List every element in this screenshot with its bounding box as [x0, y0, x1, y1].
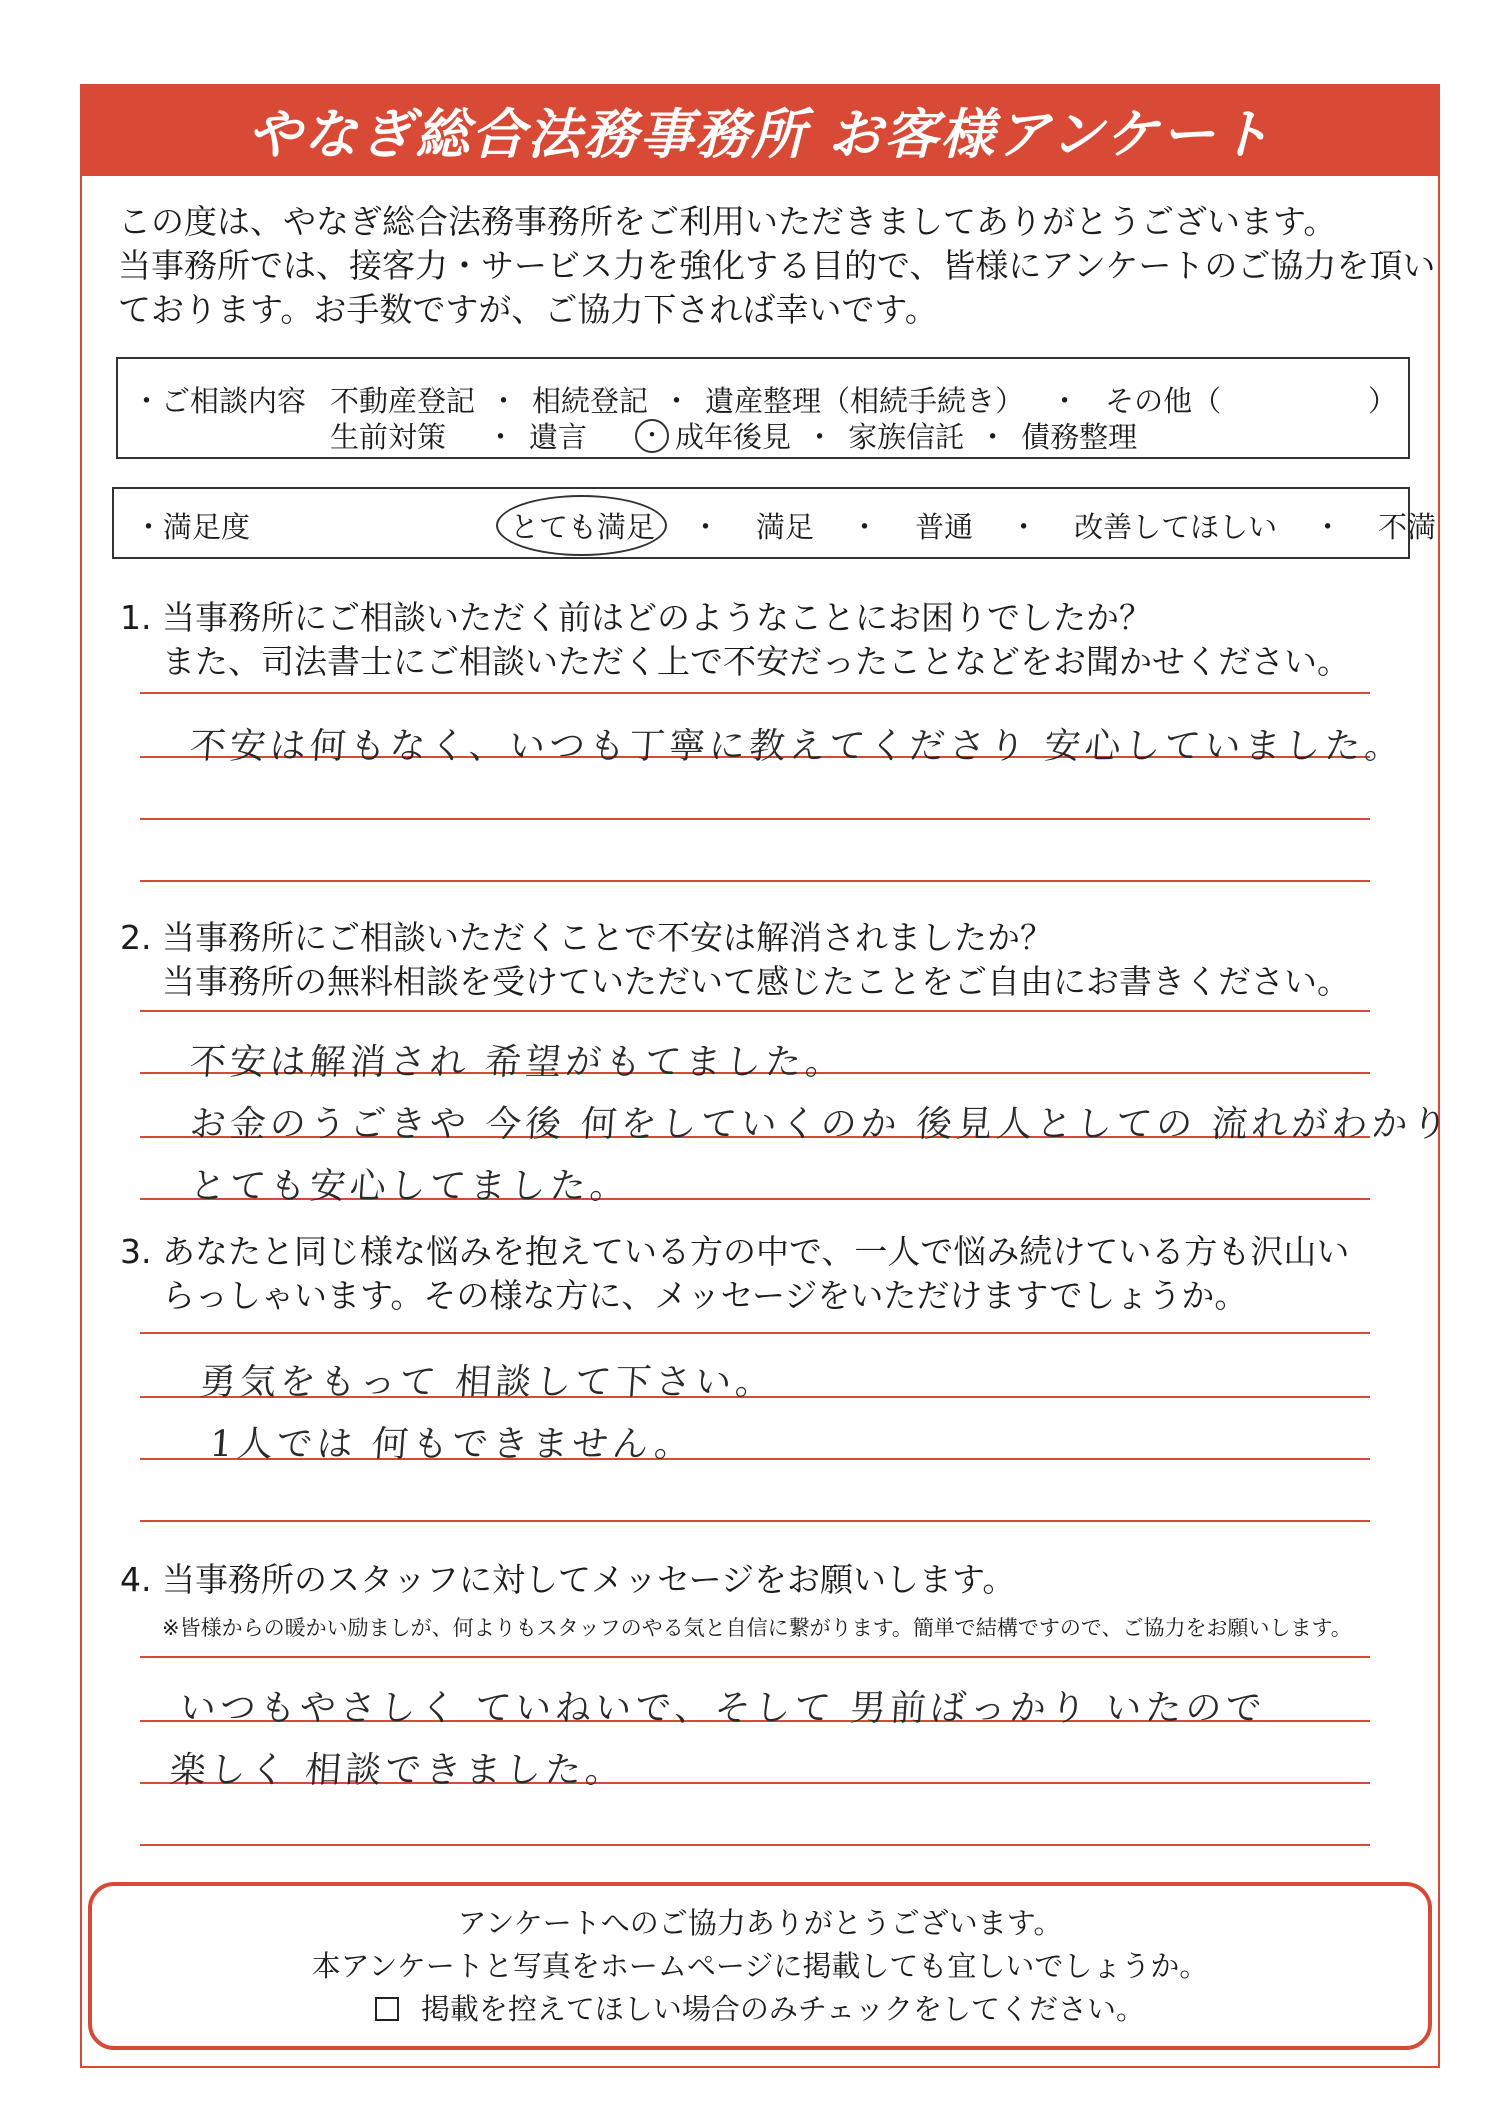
survey-title: やなぎ総合法務事務所 お客様アンケート: [80, 84, 1440, 176]
question-1-line: 1. 当事務所にご相談いただく前はどのようなことにお困りでしたか？: [120, 598, 1152, 637]
answer-rule: [140, 1332, 1370, 1334]
question-4: [120, 1558, 1015, 1602]
answer-rule: [140, 880, 1370, 882]
other-close-paren: ）: [1368, 384, 1398, 418]
answer-rule: [140, 1010, 1370, 1012]
footer-permission-question: 本アンケートと写真をホームページに掲載しても宜しいでしょうか。: [311, 1948, 1209, 1983]
consultation-box: [116, 357, 1410, 459]
answer-4-line: 楽しく 相談できました。: [168, 1750, 627, 1791]
option-estate-planning[interactable]: 生前対策: [330, 420, 447, 454]
question-2: [120, 916, 1350, 1004]
separator: ・: [1050, 384, 1080, 418]
satisfaction-box: [112, 487, 1437, 559]
intro-line: この度は、やなぎ総合法務事務所をご利用いただきましてありがとうございます。: [118, 202, 1337, 241]
satisfaction-options: [510, 505, 1436, 546]
separator: ・: [486, 420, 516, 454]
intro-line: ております。お手数ですが、ご協力下されば幸いです。: [118, 290, 938, 329]
question-4-note: ※皆様からの暖かい励ましが、何よりもスタッフのやる気と自信に繋がります。簡単で結構ですので、ご協力をお願いします。: [162, 1616, 1352, 1640]
consultation-row-2: [330, 415, 1137, 456]
question-3-line: らっしゃいます。その様な方に、メッセージをいただけますでしょうか。: [162, 1276, 1248, 1315]
option-family-trust[interactable]: 家族信託: [848, 420, 965, 454]
option-needs-improvement[interactable]: 改善してほしい: [1074, 510, 1278, 544]
option-inheritance-registration[interactable]: 相続登記: [532, 384, 649, 418]
answer-rule: [140, 1844, 1370, 1846]
option-other[interactable]: その他（: [1105, 384, 1222, 418]
question-3-line: 3. あなたと同じ様な悩みを抱えている方の中で、一人で悩み続けている方も沢山い: [120, 1232, 1350, 1271]
answer-3-line: 1人では 何もできません。: [208, 1424, 696, 1465]
selected-circle-mark: ・: [635, 419, 669, 453]
question-1-line: また、司法書士にご相談いただく上で不安だったことなどをお聞かせください。: [162, 642, 1350, 681]
option-very-satisfied[interactable]: とても満足: [510, 505, 655, 546]
separator: ・: [978, 420, 1008, 454]
separator: ・: [1009, 510, 1039, 544]
separator: ・: [850, 510, 880, 544]
answer-rule: [140, 692, 1370, 694]
answer-rule: [140, 1520, 1370, 1522]
footer-thanks: アンケートへのご協力ありがとうございます。: [457, 1905, 1063, 1940]
answer-2-line: とても安心してました。: [188, 1166, 632, 1207]
opt-out-checkbox[interactable]: [375, 1997, 399, 2021]
opt-out-label: 掲載を控えてほしい場合のみチェックをしてください。: [420, 1991, 1146, 2026]
question-1: [120, 596, 1350, 684]
option-debt-settlement[interactable]: 債務整理: [1021, 420, 1138, 454]
consultation-label: ・ご相談内容: [132, 384, 307, 418]
answer-2-line: 不安は解消され 希望がもてました。: [188, 1042, 847, 1083]
separator: ・: [489, 384, 519, 418]
option-will[interactable]: 遺言: [529, 420, 588, 454]
separator: ・: [662, 384, 692, 418]
option-adult-guardianship[interactable]: 成年後見: [675, 420, 792, 454]
question-4-line: 4. 当事務所のスタッフに対してメッセージをお願いします。: [120, 1560, 1016, 1599]
option-real-estate[interactable]: 不動産登記: [330, 384, 476, 418]
question-2-line: 2. 当事務所にご相談いただくことで不安は解消されましたか？: [120, 918, 1053, 957]
answer-rule: [140, 818, 1370, 820]
answer-3-line: 勇気をもって 相談して下さい。: [198, 1362, 777, 1403]
footer-opt-out: [375, 1988, 1145, 2031]
option-satisfied[interactable]: 満足: [756, 510, 815, 544]
question-3: [120, 1230, 1349, 1318]
separator: ・: [805, 420, 835, 454]
consultation-row-1: [330, 379, 1221, 420]
answer-rule: [140, 1656, 1370, 1658]
intro-text: [118, 200, 1436, 332]
answer-1-line: 不安は何もなく、いつも丁寧に教えてくださり 安心していました。: [188, 726, 1406, 767]
option-neutral[interactable]: 普通: [915, 510, 974, 544]
option-estate-settlement[interactable]: 遺産整理（相続手続き）: [705, 384, 1025, 418]
satisfaction-label: ・満足度: [134, 510, 251, 544]
separator: ・: [691, 510, 721, 544]
intro-line: 当事務所では、接客力・サービス力を強化する目的で、皆様にアンケートのご協力を頂い: [118, 246, 1436, 285]
separator: ・: [1313, 510, 1343, 544]
option-dissatisfied[interactable]: 不満: [1378, 510, 1437, 544]
footer-box: [88, 1882, 1432, 2050]
question-2-line: 当事務所の無料相談を受けていただいて感じたことをご自由にお書きください。: [162, 962, 1350, 1001]
answer-2-line: お金のうごきや 今後 何をしていくのか 後見人としての 流れがわかり: [188, 1104, 1454, 1145]
answer-4-line: いつもやさしく ていねいで、そして 男前ばっかり いたので: [178, 1688, 1267, 1729]
